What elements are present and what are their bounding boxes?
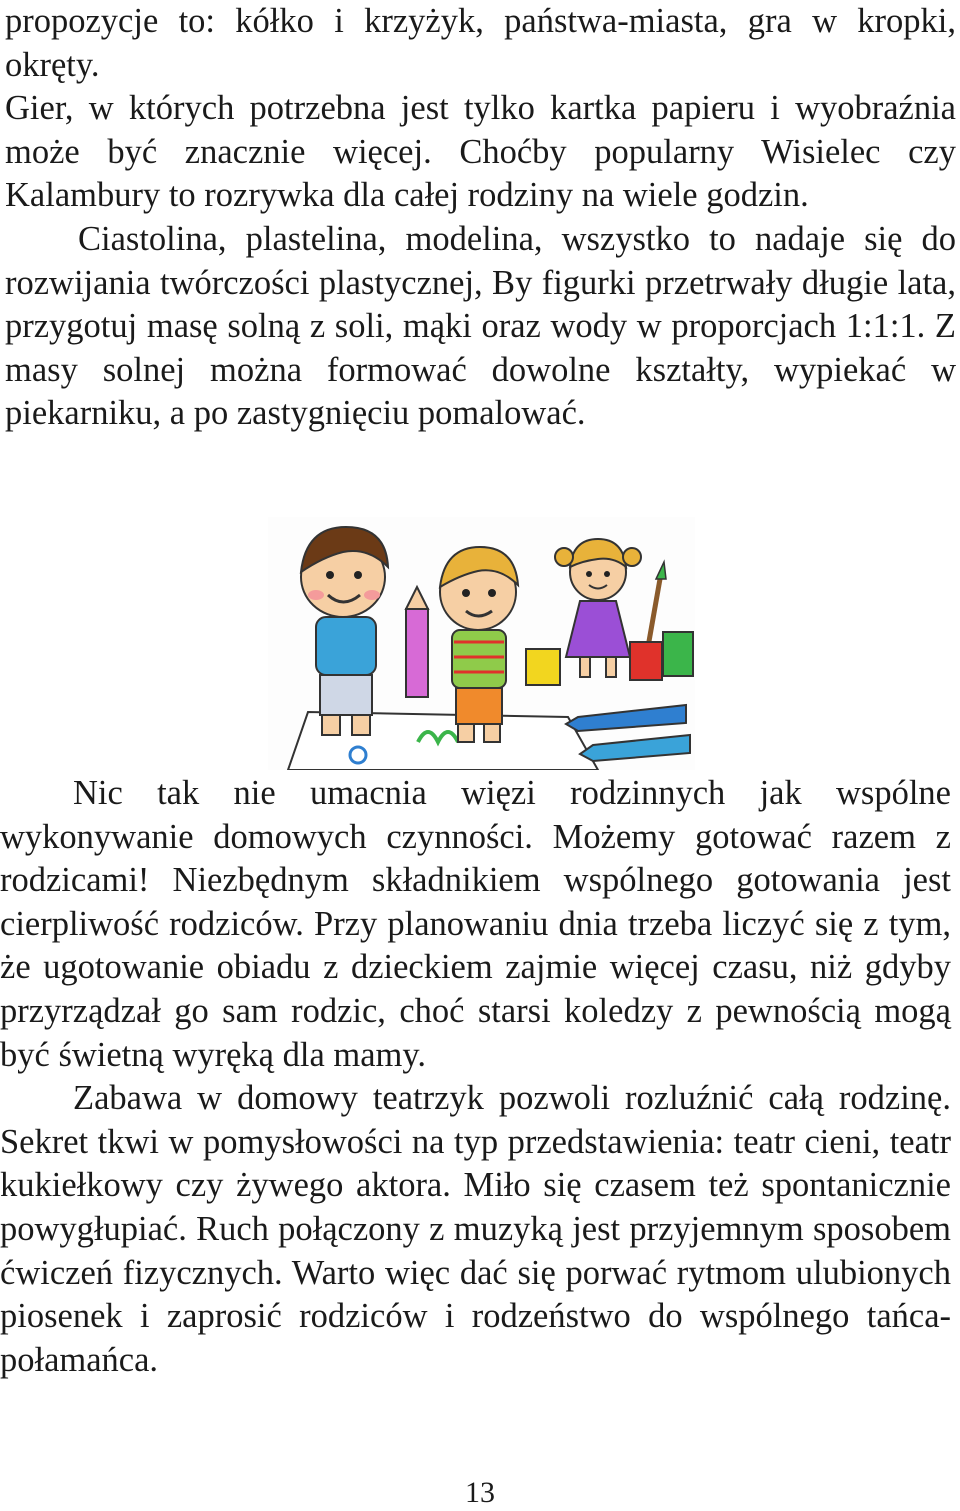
text-block-lower: [0, 772, 951, 1382]
page-number: 13: [465, 1476, 495, 1509]
paragraph-modeling-clay: Ciastolina, plastelina, modelina, wszystko to nadaje się do rozwijania twórczości plastycznej, By figurki przetrwały długie lata, przygotuj masę solną z soli, mąki oraz wody w proporcjach 1:1:1. Z masy solnej można formować dowolne kształty, wypiekać w piekarniku, a po zastygnięciu pomalować.: [5, 219, 956, 433]
paragraph-cooking-together: Nic tak nie umacnia więzi rodzinnych jak wspólne wykonywanie domowych czynności. Możemy gotować razem z rodzicami! Niezbędnym składnikiem wspólnego gotowania jest cierpliwość rodziców. Przy planowaniu dnia trzeba liczyć się z tym, że ugotowanie obiadu z dzieckiem zajmie więcej czasu, niż gdyby przyrządzał go sam rodzic, choć starsi koledzy z pewnością mogą być świetną wyręką dla mamy.: [0, 774, 951, 1074]
children-drawing-icon: [268, 517, 695, 770]
paragraph-home-theater: Zabawa w domowy teatrzyk pozwoli rozluźnić całą rodzinę. Sekret tkwi w pomysłowości na typ przedstawienia: teatr cieni, teatr kukiełkowy czy żywego aktora. Miło się czasem też spontanicznie powygłupiać. Ruch połączony z muzyką jest przyjemnym sposobem ćwiczeń fizycznych. Warto więc dać się porwać rytmom ulubionych piosenek i zaprosić rodziców i rodzeństwo do wspólnego tańca-połamańca.: [0, 1079, 951, 1379]
document-page: [5, 0, 956, 436]
paragraph-paper-games: Gier, w których potrzebna jest tylko kartka papieru i wyobraźnia może być znacznie więcej. Choćby popularny Wisielec czy Kalambury to rozrywka dla całej rodziny na wiele godzin.: [5, 89, 956, 215]
paragraph-games-list: propozycje to: kółko i krzyżyk, państwa-miasta, gra w kropki, okręty.: [5, 2, 956, 84]
children-drawing-illustration: [268, 517, 695, 770]
